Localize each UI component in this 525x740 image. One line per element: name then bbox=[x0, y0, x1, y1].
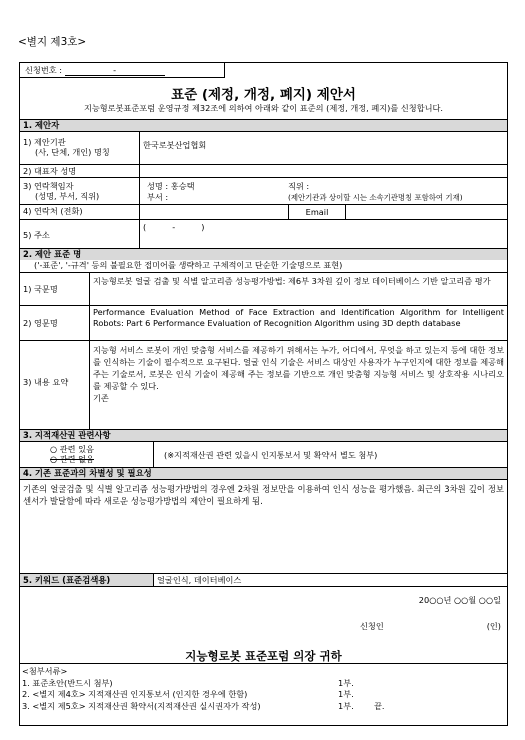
attachment-count: 1부. bbox=[338, 677, 354, 688]
phone-label: 4) 연락처 (전화) bbox=[20, 205, 140, 219]
ip-options bbox=[20, 442, 154, 467]
english-name-value[interactable]: Performance Evaluation Method of Face Extraction and Identification Algorithm for Intelligent Robots: Part 6 Performance Evaluation of Recognition Algorithm using 3D depth database bbox=[93, 307, 504, 328]
email-value[interactable] bbox=[346, 205, 507, 219]
section-proposer-header: 1. 제안자 bbox=[20, 119, 507, 131]
attachment-text: 2. <별지 제4호> 지적재산권 인지통보서 (인지한 경우에 한함) bbox=[22, 689, 248, 699]
attachment-text: 1. 표준초안(반드시 첨부) bbox=[22, 677, 113, 688]
attachment-item bbox=[22, 701, 505, 713]
ip-note: (※지적재산권 관련 있을시 인지통보서 및 확약서 별도 첨부) bbox=[164, 450, 378, 460]
section-ip-header: 3. 지적재산권 관련사항 bbox=[20, 429, 507, 441]
korean-name-value[interactable]: 지능형로봇 얼굴 검출 및 식별 알고리즘 성능평가방법: 제6부 3차원 깊이 정보 데이터베이스 기반 알고리즘 평가 bbox=[93, 276, 491, 286]
attachment-count: 1부. bbox=[338, 700, 354, 711]
summary-tail: 기존 bbox=[93, 393, 109, 403]
row-contact-person bbox=[20, 177, 507, 204]
section-differentiation-header: 4. 기존 표준과의 차별성 및 필요성 bbox=[20, 467, 507, 479]
application-number-label: 신청번호 : bbox=[25, 65, 62, 75]
section-standard-name-header: 2. 제안 표준 명 bbox=[20, 248, 507, 260]
email-label: Email bbox=[289, 205, 346, 219]
attachment-count: 1부. bbox=[338, 689, 354, 699]
attachment-item bbox=[22, 678, 505, 690]
ip-option-no[interactable]: ○ 관련 없음 bbox=[50, 454, 94, 464]
form-subtitle: 지능형로봇표준포럼 운영규정 제32조에 의하여 아래와 같이 표준의 (제정, 개정, 폐지)를 신청합니다. bbox=[83, 103, 444, 113]
attachments-section bbox=[20, 663, 507, 727]
organization-label-line2: (사, 단체, 개인) 명칭 bbox=[35, 147, 110, 157]
summary-value[interactable] bbox=[90, 341, 507, 429]
organization-label-line1: 1) 제안기관 bbox=[23, 137, 66, 147]
applicant-label: 신청인 bbox=[360, 621, 384, 631]
contact-position-note: (제안기관과 상이할 시는 소속기관명칭 포함하여 기재) bbox=[288, 193, 463, 202]
address-value[interactable]: ( - ) bbox=[143, 222, 205, 232]
phone-value[interactable] bbox=[140, 205, 289, 219]
row-representative bbox=[20, 164, 507, 177]
ip-option-yes[interactable]: ○ 관련 있음 bbox=[50, 444, 94, 454]
contact-person-label-line2: (성명, 부서, 직위) bbox=[35, 191, 100, 201]
row-differentiation bbox=[20, 479, 507, 573]
korean-name-label: 1) 국문명 bbox=[20, 273, 90, 305]
summary-text: 지능형 서비스 로봇이 개인 맞춤형 서비스를 제공하기 위해서는 누가, 어디에서, 무엇을 하고 있는지 등에 대한 정보를 인식하는 기술이 필수적으로 요구된다. 얼굴 인식 기술은 서비스 대상인 사용자가 누구인지에 대한 정보를 제공해 주는 기술로서, 로봇은 인식 기술이 제공해 주는 정보를 기반으로 개인 맞춤형 지능형 서비스 및 상호작용 시나리오를 제공할 수 있다. bbox=[93, 345, 504, 391]
application-number-box bbox=[20, 63, 225, 78]
form-title: 표준 (제정, 개정, 폐지) 제안서 bbox=[171, 87, 356, 103]
application-number-field[interactable]: - bbox=[65, 65, 165, 76]
contact-person-label bbox=[20, 178, 140, 204]
attachment-item bbox=[22, 689, 505, 701]
representative-label: 2) 대표자 성명 bbox=[20, 165, 140, 177]
attachment-text: 3. <별지 제5호> 지적재산권 확약서(지적재산권 실시권자가 작성) bbox=[22, 700, 261, 711]
attachments-header: <첨부서류> bbox=[22, 666, 68, 676]
row-organization bbox=[20, 131, 507, 164]
contact-department[interactable]: 부서 : bbox=[147, 192, 169, 202]
row-summary bbox=[20, 340, 507, 429]
organization-label bbox=[20, 132, 140, 164]
row-keywords bbox=[20, 573, 507, 586]
row-ip bbox=[20, 441, 507, 467]
standard-name-note: ('-표준', '-규격' 등의 불필요한 접미어를 생략하고 구체적이고 단순한 기술명으로 표현) bbox=[34, 260, 343, 270]
keywords-header: 5. 키워드 (표준검색용) bbox=[20, 574, 154, 586]
keywords-value[interactable]: 얼굴인식, 데이터베이스 bbox=[157, 575, 242, 585]
proposal-form bbox=[19, 62, 508, 726]
application-date[interactable]: 20○○년 ○○월 ○○일 bbox=[418, 595, 501, 605]
representative-value[interactable] bbox=[140, 165, 507, 177]
address-label: 5) 주소 bbox=[20, 220, 140, 248]
row-phone bbox=[20, 204, 507, 219]
differentiation-text[interactable]: 기존의 얼굴검출 및 식별 알고리즘 성능평가방법의 경우엔 2차원 정보만을 이용하여 인식 성능을 평가했음. 최근의 3차원 깊이 정보 센서가 발달함에 따라 새로운 성능평가방법의 제안이 필요하게 됨. bbox=[23, 484, 504, 506]
row-english-name bbox=[20, 305, 507, 340]
attachment-end-mark: 끝. bbox=[374, 700, 385, 711]
organization-value[interactable]: 한국로봇산업협회 bbox=[143, 140, 207, 150]
english-name-label: 2) 영문명 bbox=[20, 306, 90, 340]
form-number-label: <별지 제3호> bbox=[18, 36, 87, 48]
contact-person-label-line1: 3) 연락책임자 bbox=[23, 181, 74, 191]
row-address bbox=[20, 219, 507, 248]
seal-mark: (인) bbox=[486, 621, 501, 631]
row-korean-name bbox=[20, 272, 507, 305]
summary-label: 3) 내용 요약 bbox=[20, 341, 90, 429]
addressee: 지능형로봇 표준포럼 의장 귀하 bbox=[185, 649, 342, 663]
contact-name[interactable]: 성명 : 홍승택 bbox=[147, 181, 195, 191]
contact-position[interactable]: 직위 : bbox=[288, 181, 310, 191]
